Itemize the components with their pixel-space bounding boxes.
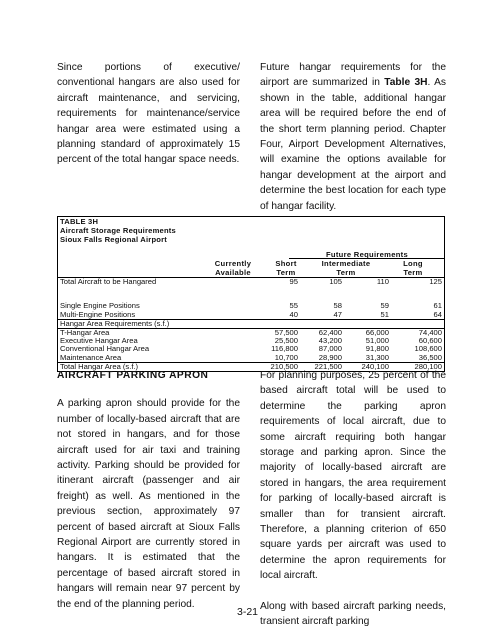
column-header-short-term — [261, 260, 311, 277]
row-label: Total Aircraft to be Hangared — [60, 277, 157, 286]
cell-value: 125 — [429, 277, 442, 286]
table-row — [58, 302, 444, 310]
cell-value: 28,900 — [318, 352, 342, 362]
paragraph-parking-apron: A parking apron should provide for the number of locally-based aircraft that are not stored in hangars, and for those aircraft used for air taxi and training activity. Parking should be provided for itinerant aircraft (passenger and air freight) as well. As mentioned in the previous section, approximately 97 percent of based aircraft at Sioux Falls Regional Airport are currently stored in hangars. It is estimated that the percentage of based aircraft stored in hangars will remain near 97 percent by the end of the planning period. — [57, 398, 240, 610]
paragraph-text: Future hangar requirements for the airport are summarized in — [260, 62, 446, 89]
cell-value: 60,600 — [418, 335, 442, 345]
cell-value: 47 — [333, 309, 342, 319]
cell-value: 240,100 — [361, 362, 389, 371]
column-header-line: Long — [403, 259, 423, 268]
table-row — [58, 345, 444, 353]
cell-value: 10,700 — [274, 352, 298, 362]
cell-value: 95 — [289, 277, 298, 286]
paragraph-transient-parking: Along with based aircraft parking needs, transient aircraft parking — [260, 600, 446, 628]
table-3h — [57, 216, 445, 303]
cell-value: 110 — [376, 277, 389, 286]
cell-value: 105 — [329, 277, 342, 286]
row-label: T-Hangar Area — [60, 328, 110, 337]
cell-value: 66,000 — [365, 328, 389, 337]
column-header-long-term — [381, 260, 445, 277]
paragraph-hangar-maintenance: Since portions of executive/ conventional hangars are also used for aircraft maintenance, and servicing, requirements for maintenance/service hangar area were estimated using a planning standard of approximately 15 percent of the total hangar space needs. — [57, 62, 240, 166]
row-label: Hangar Area Requirements (s.f.) — [60, 319, 170, 328]
cell-value: 62,400 — [318, 328, 342, 337]
text-column-top-left — [57, 60, 240, 183]
cell-value: 74,400 — [418, 328, 442, 337]
column-header-line: Intermediate — [321, 259, 371, 268]
column-header-line: Available — [215, 267, 251, 277]
column-header-line: Term — [336, 267, 356, 277]
cell-value: 61 — [433, 301, 442, 310]
table-row — [58, 311, 444, 319]
page-number: 3-21 — [236, 606, 258, 618]
cell-value: 51 — [380, 309, 389, 319]
table-number: TABLE 3H — [60, 217, 99, 226]
section-heading: AIRCRAFT PARKING APRON — [57, 370, 209, 381]
row-label: Conventional Hangar Area — [60, 344, 150, 353]
text-column-bottom-right — [260, 368, 446, 640]
paragraph-text: . As shown in the table, additional hangar area will be required before the end of the short term planning period. Chapter Four, Airport Development Alternatives, will examine the options available for hangar development at the airport and determine the best location for each type of hangar facility. — [260, 77, 446, 212]
row-label: Executive Hangar Area — [60, 335, 138, 345]
cell-value: 91,800 — [365, 344, 389, 353]
table-body — [57, 302, 445, 372]
cell-value: 58 — [333, 301, 342, 310]
cell-value: 59 — [380, 301, 389, 310]
cell-value: 40 — [289, 309, 298, 319]
column-header-line: Short — [275, 259, 297, 268]
table-row-section — [58, 319, 444, 327]
cell-value: 36,500 — [418, 352, 442, 362]
table-reference: Table 3H — [384, 77, 428, 89]
text-column-bottom-left — [57, 368, 240, 627]
table-row — [58, 278, 444, 286]
column-header-line: Term — [403, 267, 423, 277]
table-divider — [57, 251, 58, 277]
text-column-top-right — [260, 60, 446, 229]
table-title: Aircraft Storage Requirements — [60, 226, 176, 235]
row-label: Multi-Engine Positions — [60, 309, 136, 319]
column-header-currently-available — [208, 260, 258, 277]
paragraph-planning-purposes: For planning purposes, 25 percent of the based aircraft total will be used to determine the parking apron requirements of local aircraft, due to some aircraft requiring both hangar storage and parking apron. Since the majority of locally-based aircraft are stored in hangars, the area requirement for parking of locally-based aircraft is smaller than for transient aircraft. Therefore, a planning criterion of 650 square yards per aircraft was used to determine the apron requirements for local aircraft. — [260, 370, 446, 582]
cell-value: 116,800 — [271, 344, 298, 353]
column-header-intermediate-term — [314, 260, 378, 277]
cell-value: 57,500 — [274, 328, 298, 337]
cell-value: 43,200 — [318, 335, 342, 345]
cell-value: 31,300 — [365, 352, 389, 362]
row-label: Single Engine Positions — [60, 301, 140, 310]
table-row — [58, 328, 444, 336]
future-requirements-header: Future Requirements — [289, 251, 445, 259]
cell-value: 210,500 — [270, 362, 298, 371]
table-row — [58, 354, 444, 362]
column-header-line: Term — [276, 267, 296, 277]
paragraph-future-hangar — [260, 60, 446, 214]
table-subtitle: Sioux Falls Regional Airport — [60, 235, 168, 244]
cell-value: 280,100 — [414, 362, 442, 371]
cell-value: 108,600 — [414, 344, 442, 353]
cell-value: 51,000 — [365, 335, 389, 345]
cell-value: 55 — [289, 301, 298, 310]
cell-value: 87,000 — [318, 344, 342, 353]
row-label: Maintenance Area — [60, 352, 122, 362]
row-label: Total Hangar Area (s.f.) — [60, 362, 139, 371]
cell-value: 221,500 — [314, 362, 342, 371]
cell-value: 25,500 — [274, 335, 298, 345]
cell-value: 64 — [433, 309, 442, 319]
column-header-line: Currently — [214, 259, 252, 268]
